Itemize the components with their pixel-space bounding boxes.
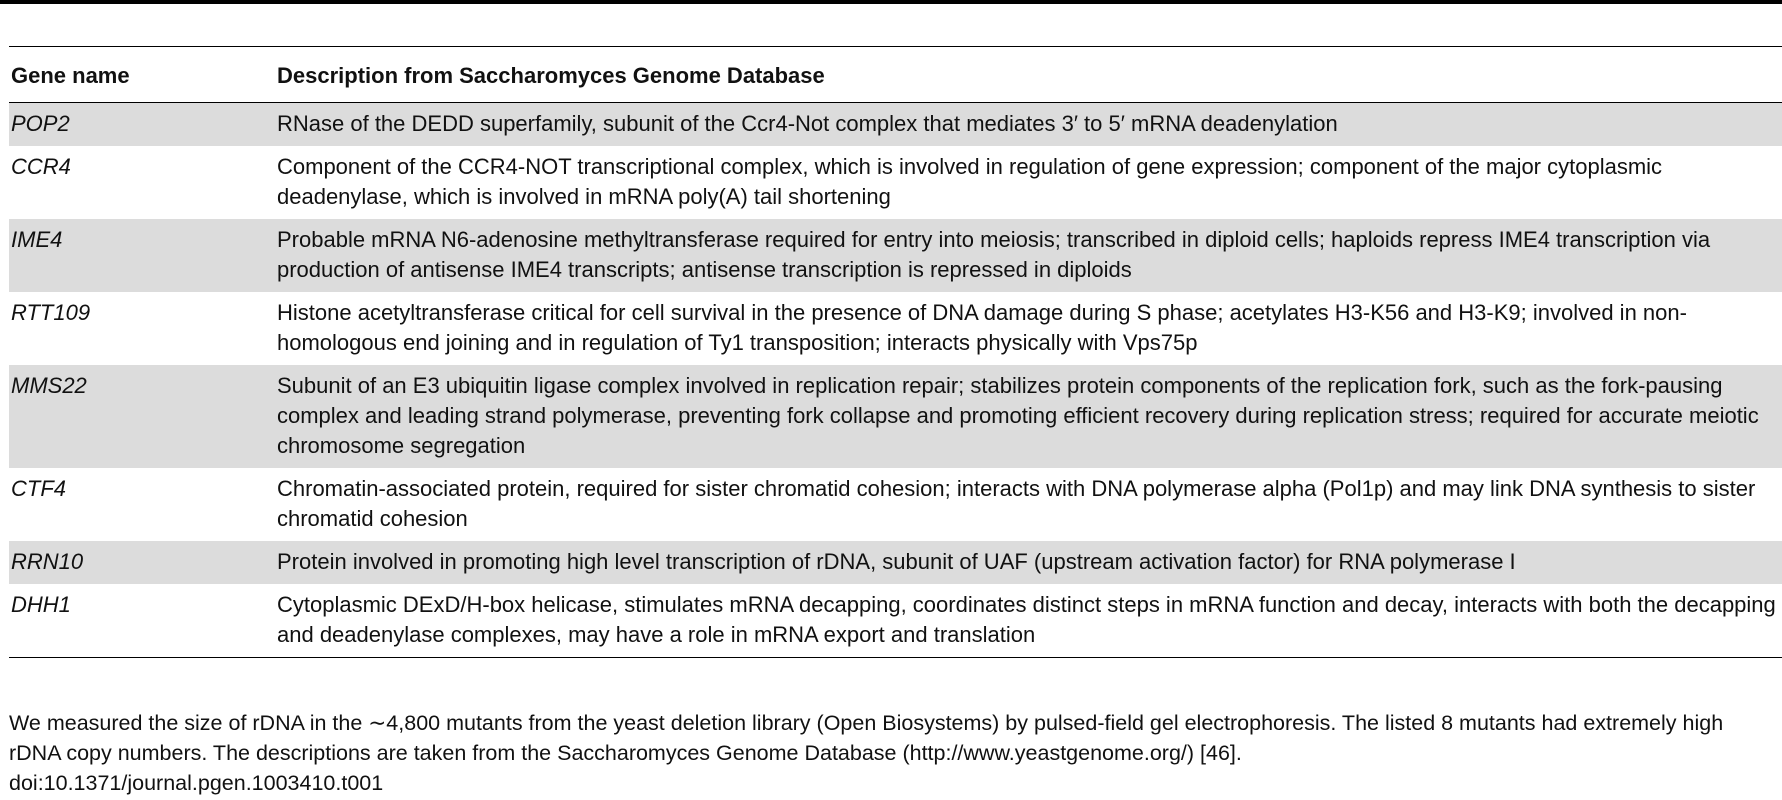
gene-cell: IME4 — [9, 219, 275, 292]
gene-cell: MMS22 — [9, 365, 275, 468]
table-header-row — [9, 47, 1782, 103]
table-row — [9, 365, 1782, 468]
gene-cell: RTT109 — [11, 300, 91, 325]
gene-cell: DHH1 — [11, 592, 71, 617]
description-cell: Protein involved in promoting high level transcription of rDNA, subunit of UAF (upstream activation factor) for RNA polymerase I — [275, 541, 1782, 584]
gene-table — [9, 46, 1782, 658]
table-row — [9, 292, 1782, 365]
gene-cell: RRN10 — [9, 541, 275, 584]
table-row — [9, 541, 1782, 584]
table-row — [9, 219, 1782, 292]
description-cell: RNase of the DEDD superfamily, subunit of the Ccr4-Not complex that mediates 3′ to 5′ mRNA deadenylation — [275, 103, 1782, 147]
header-gene-name: Gene name — [11, 63, 130, 88]
table-row — [9, 103, 1782, 147]
table-row — [9, 146, 1782, 219]
description-cell: Component of the CCR4-NOT transcriptional complex, which is involved in regulation of gene expression; component of the major cytoplasmic deadenylase, which is involved in mRNA poly(A) tail shortening — [277, 154, 1663, 209]
gene-cell: CCR4 — [11, 154, 71, 179]
description-cell: Histone acetyltransferase critical for cell survival in the presence of DNA damage during S phase; acetylates H3-K56 and H3-K9; involved in non-homologous end joining and in regulation of Ty1 transposition; interacts physically with Vps75p — [277, 300, 1687, 355]
description-cell: Probable mRNA N6-adenosine methyltransferase required for entry into meiosis; transcribed in diploid cells; haploids repress IME4 transcription via production of antisense IME4 transcripts; antisense transcription is repressed in diploids — [275, 219, 1782, 292]
footnote-text: We measured the size of rDNA in the ∼4,800 mutants from the yeast deletion library (Open Biosystems) by pulsed-field gel electrophoresis. The listed 8 mutants had extremely high rDNA copy numbers. The descriptions are taken from the Saccharomyces Genome Database (http://www.yeastgenome.org/) [46]. — [9, 711, 1724, 765]
description-cell: Chromatin-associated protein, required for sister chromatid cohesion; interacts with DNA polymerase alpha (Pol1p) and may link DNA synthesis to sister chromatid cohesion — [277, 476, 1756, 531]
description-cell: Subunit of an E3 ubiquitin ligase complex involved in replication repair; stabilizes protein components of the replication fork, such as the fork-pausing complex and leading strand polymerase, preventing fork collapse and promoting efficient recovery during replication stress; required for accurate meiotic chromosome segregation — [275, 365, 1782, 468]
table-container — [9, 46, 1782, 658]
gene-cell: CTF4 — [11, 476, 66, 501]
top-rule — [0, 0, 1782, 4]
table-row — [9, 468, 1782, 541]
table-row — [9, 584, 1782, 658]
table-footnote — [9, 708, 1779, 798]
footnote-doi: doi:10.1371/journal.pgen.1003410.t001 — [9, 771, 384, 795]
header-description: Description from Saccharomyces Genome Database — [277, 63, 825, 88]
description-cell: Cytoplasmic DExD/H-box helicase, stimulates mRNA decapping, coordinates distinct steps in mRNA function and decay, interacts with both the decapping and deadenylase complexes, may have a role in mRNA export and translation — [277, 592, 1776, 647]
gene-cell: POP2 — [9, 103, 275, 147]
